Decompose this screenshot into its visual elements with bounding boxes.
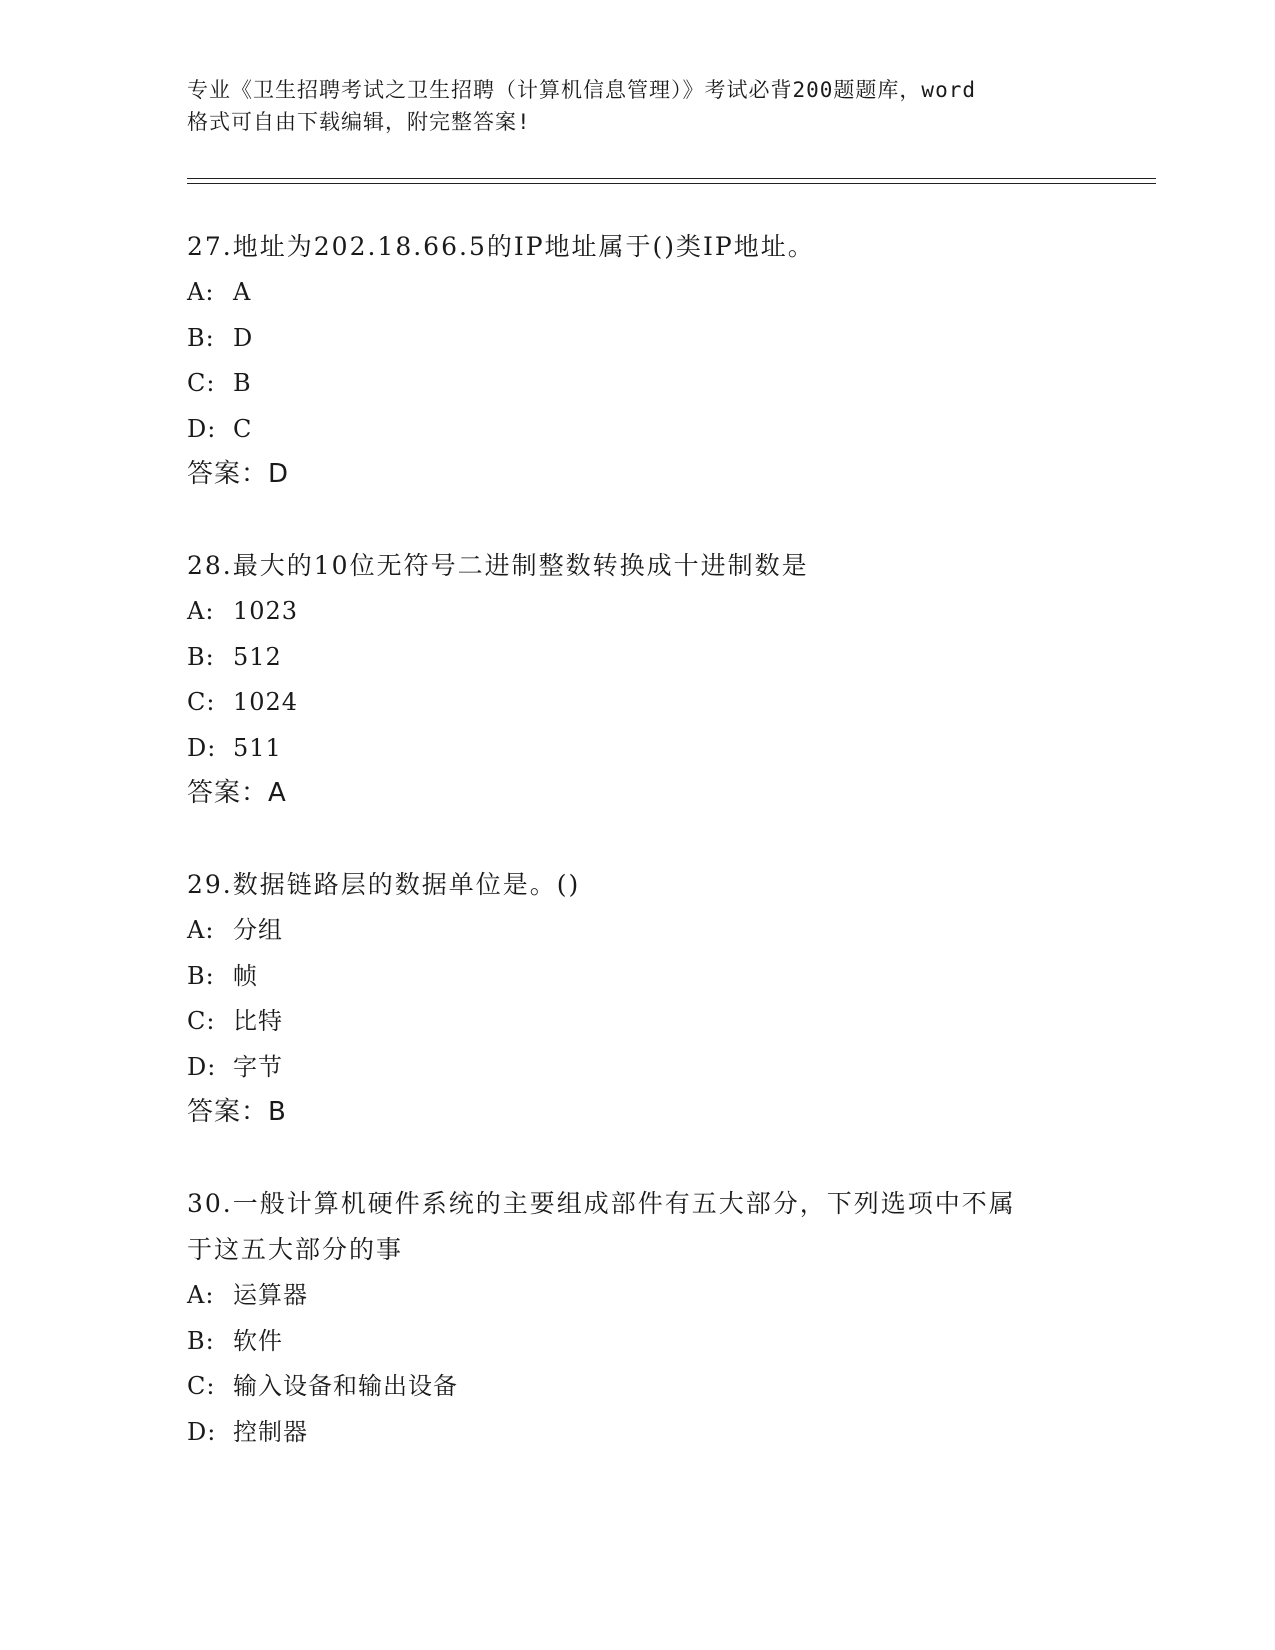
question-title: 28.最大的10位无符号二进制整数转换成十进制数是: [187, 551, 809, 580]
option-text: B: [233, 369, 252, 397]
option-text: 输入设备和输出设备: [233, 1372, 458, 1400]
question-title: 29.数据链路层的数据单位是。(): [187, 870, 581, 899]
option-a: [187, 908, 1087, 954]
option-text: 软件: [233, 1326, 283, 1355]
option-text: 比特: [233, 1007, 283, 1035]
option-b: [187, 635, 1087, 681]
answer: 答案：D: [187, 459, 290, 489]
question-27: [187, 224, 1087, 496]
option-a: [187, 270, 1087, 316]
option-c: [187, 1364, 1087, 1410]
option-text: 1024: [233, 688, 299, 716]
option-key: D:: [187, 1052, 217, 1081]
question-28: [187, 543, 1087, 815]
option-key: C:: [187, 369, 216, 397]
header-divider: [187, 178, 1156, 184]
option-d: [187, 407, 1087, 453]
option-c: [187, 680, 1087, 726]
option-text: 控制器: [233, 1417, 308, 1446]
option-key: C:: [187, 688, 216, 716]
answer: 答案：B: [187, 1097, 287, 1127]
option-a: [187, 589, 1087, 635]
option-key: B:: [187, 323, 215, 352]
option-text: 分组: [233, 916, 283, 944]
option-b: [187, 316, 1087, 362]
option-c: [187, 999, 1087, 1045]
option-d: [187, 1410, 1087, 1456]
question-title: 27.地址为202.18.66.5的IP地址属于()类IP地址。: [187, 232, 815, 261]
question-29: [187, 862, 1087, 1134]
option-key: A:: [187, 916, 215, 944]
answer: 答案：A: [187, 778, 287, 808]
header-line-2: 格式可自由下载编辑，附完整答案!: [187, 110, 531, 134]
option-text: 512: [233, 642, 282, 671]
option-key: A:: [187, 1281, 215, 1309]
question-title-line-1: 30.一般计算机硬件系统的主要组成部件有五大部分，下列选项中不属: [187, 1189, 1016, 1218]
option-text: C: [233, 414, 253, 443]
option-a: [187, 1273, 1087, 1319]
option-key: A:: [187, 278, 215, 306]
option-d: [187, 726, 1087, 772]
option-text: A: [233, 278, 252, 306]
option-b: [187, 1319, 1087, 1365]
header-line-1: 专业《卫生招聘考试之卫生招聘（计算机信息管理）》考试必背200题题库，word: [187, 78, 976, 102]
option-key: C:: [187, 1372, 216, 1400]
option-key: D:: [187, 733, 217, 762]
option-key: D:: [187, 414, 217, 443]
option-key: B:: [187, 1326, 215, 1355]
option-d: [187, 1045, 1087, 1091]
option-text: 字节: [233, 1052, 283, 1081]
question-30: [187, 1181, 1087, 1455]
option-text: 帧: [233, 961, 258, 990]
option-key: D:: [187, 1417, 217, 1446]
document-header: [187, 74, 1087, 138]
option-c: [187, 361, 1087, 407]
option-text: 1023: [233, 597, 299, 625]
question-title-line-2: 于这五大部分的事: [187, 1235, 404, 1264]
option-text: 511: [233, 733, 282, 762]
option-key: B:: [187, 961, 215, 990]
option-b: [187, 954, 1087, 1000]
option-key: A:: [187, 597, 215, 625]
option-key: B:: [187, 642, 215, 671]
option-text: 运算器: [233, 1281, 308, 1309]
option-key: C:: [187, 1007, 216, 1035]
option-text: D: [233, 323, 254, 352]
